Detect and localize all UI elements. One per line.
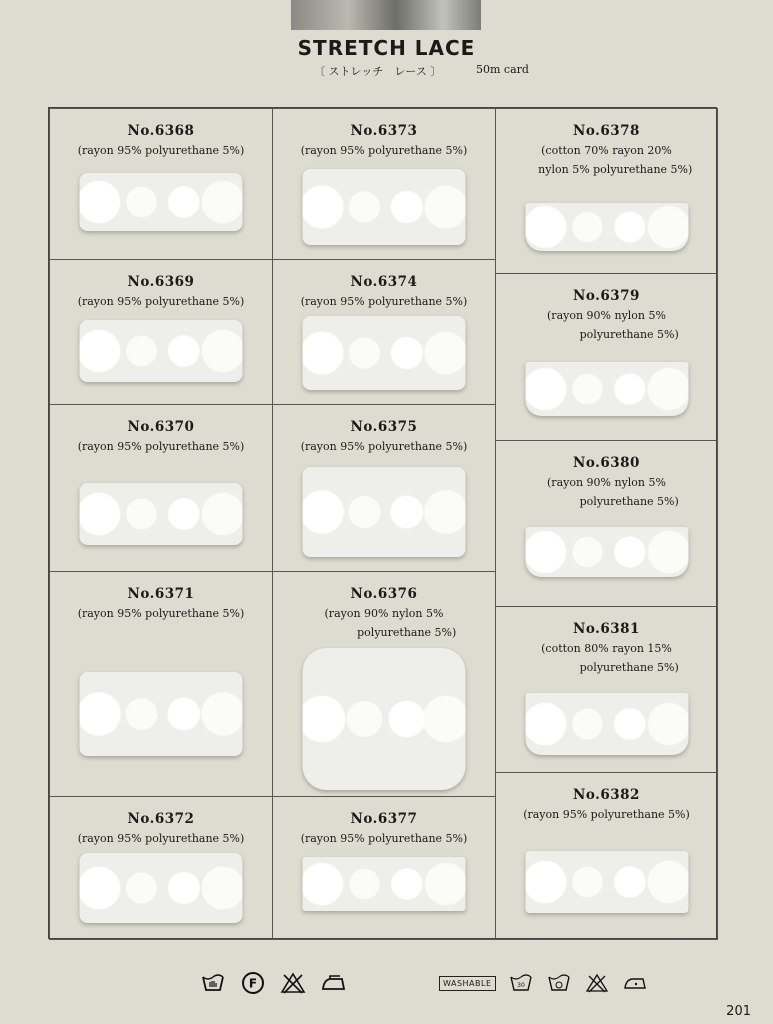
product-card (495, 606, 718, 773)
product-card (272, 259, 496, 405)
card-length: 50m card (476, 63, 529, 76)
product-number: No.6382 (573, 787, 640, 803)
iron-icon (320, 970, 346, 996)
product-composition: (rayon 95% polyurethane 5%) (77, 832, 245, 845)
lace-image (303, 648, 466, 790)
product-composition: (rayon 95% polyurethane 5%) (77, 144, 245, 157)
product-composition: (rayon 95% polyurethane 5%) (300, 295, 468, 308)
product-grid (48, 107, 717, 939)
header-photo (291, 0, 481, 30)
product-card (49, 796, 273, 940)
product-card (49, 571, 273, 797)
lace-image (303, 857, 466, 911)
care-icons-right (439, 970, 648, 996)
product-number: No.6379 (573, 288, 640, 304)
lace-image (80, 672, 243, 756)
product-composition: (cotton 80% rayon 15% polyurethane 5%) (541, 642, 679, 674)
product-card (49, 404, 273, 572)
svg-text:F: F (248, 976, 258, 991)
product-composition: (rayon 90% nylon 5% polyurethane 5%) (324, 607, 457, 639)
dry-clean-f-icon (240, 970, 266, 996)
lace-image (525, 203, 688, 251)
lace-image (80, 320, 243, 382)
product-number: No.6372 (127, 811, 195, 827)
product-composition: (rayon 95% polyurethane 5%) (300, 832, 468, 845)
lace-image (525, 362, 688, 416)
wash-30-icon (508, 970, 534, 996)
product-number: No.6368 (127, 123, 195, 139)
iron-low-icon (622, 970, 648, 996)
no-bleach-icon (280, 970, 306, 996)
page-subtitle: 〔 ストレッチ レース 〕 (314, 65, 442, 78)
washable-label: WASHABLE (439, 976, 496, 991)
page-number: 201 (726, 1004, 751, 1019)
product-number: No.6374 (350, 274, 418, 290)
product-number: No.6375 (350, 419, 418, 435)
product-card (272, 108, 496, 260)
product-card (495, 273, 718, 441)
product-card (272, 404, 496, 572)
svg-text:30: 30 (516, 982, 525, 989)
lace-image (525, 527, 688, 577)
product-number: No.6373 (350, 123, 418, 139)
product-composition: (rayon 95% polyurethane 5%) (523, 808, 690, 821)
product-number: No.6378 (573, 123, 640, 139)
lace-image (303, 316, 466, 390)
product-card (495, 772, 718, 940)
product-composition: (rayon 95% polyurethane 5%) (77, 295, 245, 308)
lace-image (80, 173, 243, 231)
product-number: No.6377 (350, 811, 418, 827)
lace-image (303, 169, 466, 245)
no-bleach-icon (584, 970, 610, 996)
lace-image (303, 467, 466, 557)
product-composition: (cotton 70% rayon 20% nylon 5% polyurethane 5%) (538, 144, 693, 176)
lace-image (525, 693, 688, 755)
product-composition: (rayon 95% polyurethane 5%) (77, 607, 245, 620)
care-icons-left (200, 970, 346, 996)
product-card (49, 259, 273, 405)
product-card (49, 108, 273, 260)
product-card (272, 796, 496, 940)
product-number: No.6381 (573, 621, 640, 637)
product-number: No.6376 (350, 586, 418, 602)
hand-wash-icon (200, 970, 226, 996)
product-number: No.6380 (573, 455, 640, 471)
product-card (495, 440, 718, 607)
product-card (272, 571, 496, 797)
product-composition: (rayon 95% polyurethane 5%) (300, 144, 468, 157)
lace-image (80, 483, 243, 545)
hand-wash-icon (546, 970, 572, 996)
product-number: No.6370 (127, 419, 195, 435)
product-composition: (rayon 95% polyurethane 5%) (77, 440, 245, 453)
product-composition: (rayon 95% polyurethane 5%) (300, 440, 468, 453)
product-composition: (rayon 90% nylon 5% polyurethane 5%) (547, 476, 679, 508)
product-card (495, 108, 718, 274)
lace-image (525, 851, 688, 913)
page-title: STRETCH LACE (297, 36, 476, 60)
product-composition: (rayon 90% nylon 5% polyurethane 5%) (547, 309, 679, 341)
product-number: No.6371 (127, 586, 195, 602)
lace-image (80, 853, 243, 923)
product-number: No.6369 (127, 274, 195, 290)
